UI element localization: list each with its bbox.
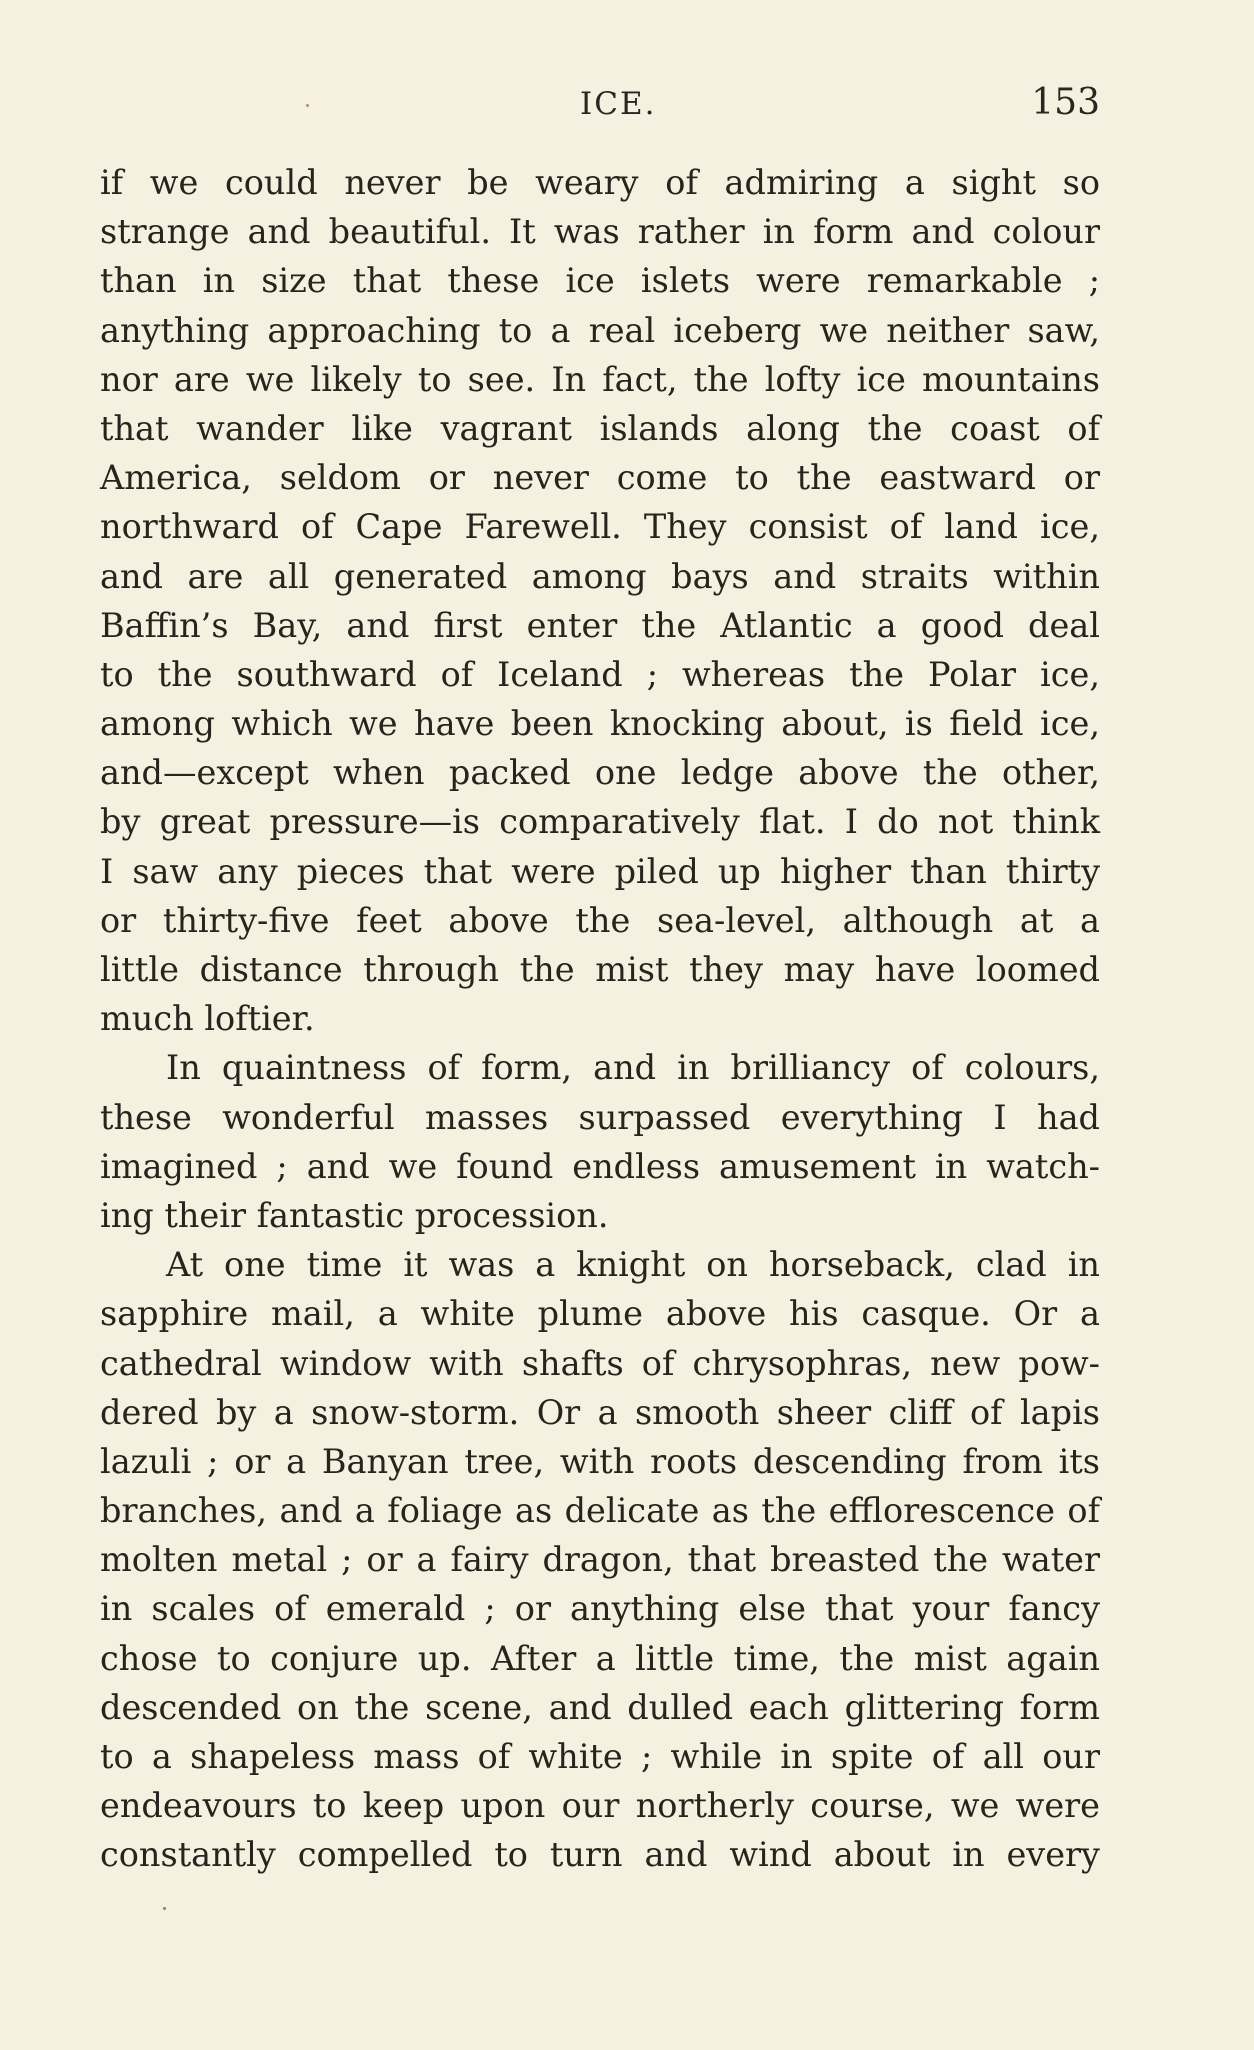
text-line: ing their fantastic procession.: [100, 1195, 609, 1235]
text-line: much loftier.: [100, 999, 315, 1039]
text-line: molten metal ; or a fairy dragon, that breasted the water: [100, 1540, 1100, 1580]
text-line: by great pressure—is comparatively flat. I do not think: [100, 802, 1100, 842]
text-line: Baffin’s Bay, and first enter the Atlantic a good deal: [100, 605, 1100, 645]
text-line: or thirty-five feet above the sea-level, although at a: [100, 900, 1100, 940]
page-number: 153: [1031, 82, 1100, 123]
text-line: if we could never be weary of admiring a sight so: [100, 163, 1100, 202]
text-line: lazuli ; or a Banyan tree, with roots descending from its: [100, 1441, 1100, 1481]
text-line: sapphire mail, a white plume above his casque. Or a: [100, 1294, 1100, 1334]
text-line: than in size that these ice islets were remarkable ;: [100, 261, 1100, 301]
text-line: and—except when packed one ledge above the other,: [100, 753, 1100, 793]
running-head: ICE.: [580, 86, 657, 122]
text-line: northward of Cape Farewell. They consist of land ice,: [100, 507, 1100, 547]
text-line: these wonderful masses surpassed everything I had: [100, 1097, 1100, 1137]
text-line: in scales of emerald ; or anything else that your fancy: [100, 1589, 1100, 1629]
text-line: to a shapeless mass of white ; while in spite of all our: [100, 1737, 1100, 1776]
text-line: endeavours to keep upon our northerly course, we were: [100, 1786, 1100, 1826]
paragraph-2: [100, 1043, 1100, 1240]
text-line: branches, and a foliage as delicate as the efflorescence of: [100, 1491, 1100, 1531]
print-speck: [163, 1907, 166, 1910]
text-line: strange and beautiful. It was rather in form and colour: [100, 212, 1100, 252]
paragraph-3: [100, 1240, 1100, 1879]
text-line: anything approaching to a real iceberg we neither saw,: [100, 310, 1100, 350]
text-line: In quaintness of form, and in brilliancy of colours,: [166, 1048, 1100, 1088]
page-header: [100, 80, 1100, 130]
text-line: I saw any pieces that were piled up higher than thirty: [100, 851, 1100, 891]
text-line: dered by a snow-storm. Or a smooth sheer cliff of lapis: [100, 1392, 1100, 1432]
text-line: constantly compelled to turn and wind about in every: [100, 1835, 1100, 1875]
text-line: to the southward of Iceland ; whereas the Polar ice,: [100, 654, 1100, 694]
body-text: [100, 158, 1100, 1880]
text-line: nor are we likely to see. In fact, the lofty ice mountains: [100, 359, 1100, 399]
text-line: and are all generated among bays and straits within: [100, 556, 1100, 596]
text-line: descended on the scene, and dulled each glittering form: [100, 1687, 1100, 1727]
text-line: that wander like vagrant islands along the coast of: [100, 408, 1100, 448]
text-line: imagined ; and we found endless amusement in watch-: [100, 1146, 1100, 1186]
text-line: little distance through the mist they may have loomed: [100, 950, 1100, 989]
text-line: among which we have been knocking about, is field ice,: [100, 704, 1100, 744]
paragraph-1: [100, 158, 1100, 1043]
text-line: America, seldom or never come to the eastward or: [100, 458, 1100, 498]
text-line: At one time it was a knight on horseback, clad in: [166, 1245, 1100, 1285]
text-line: chose to conjure up. After a little time, the mist again: [100, 1638, 1100, 1678]
text-line: cathedral window with shafts of chrysophras, new pow-: [100, 1343, 1100, 1383]
